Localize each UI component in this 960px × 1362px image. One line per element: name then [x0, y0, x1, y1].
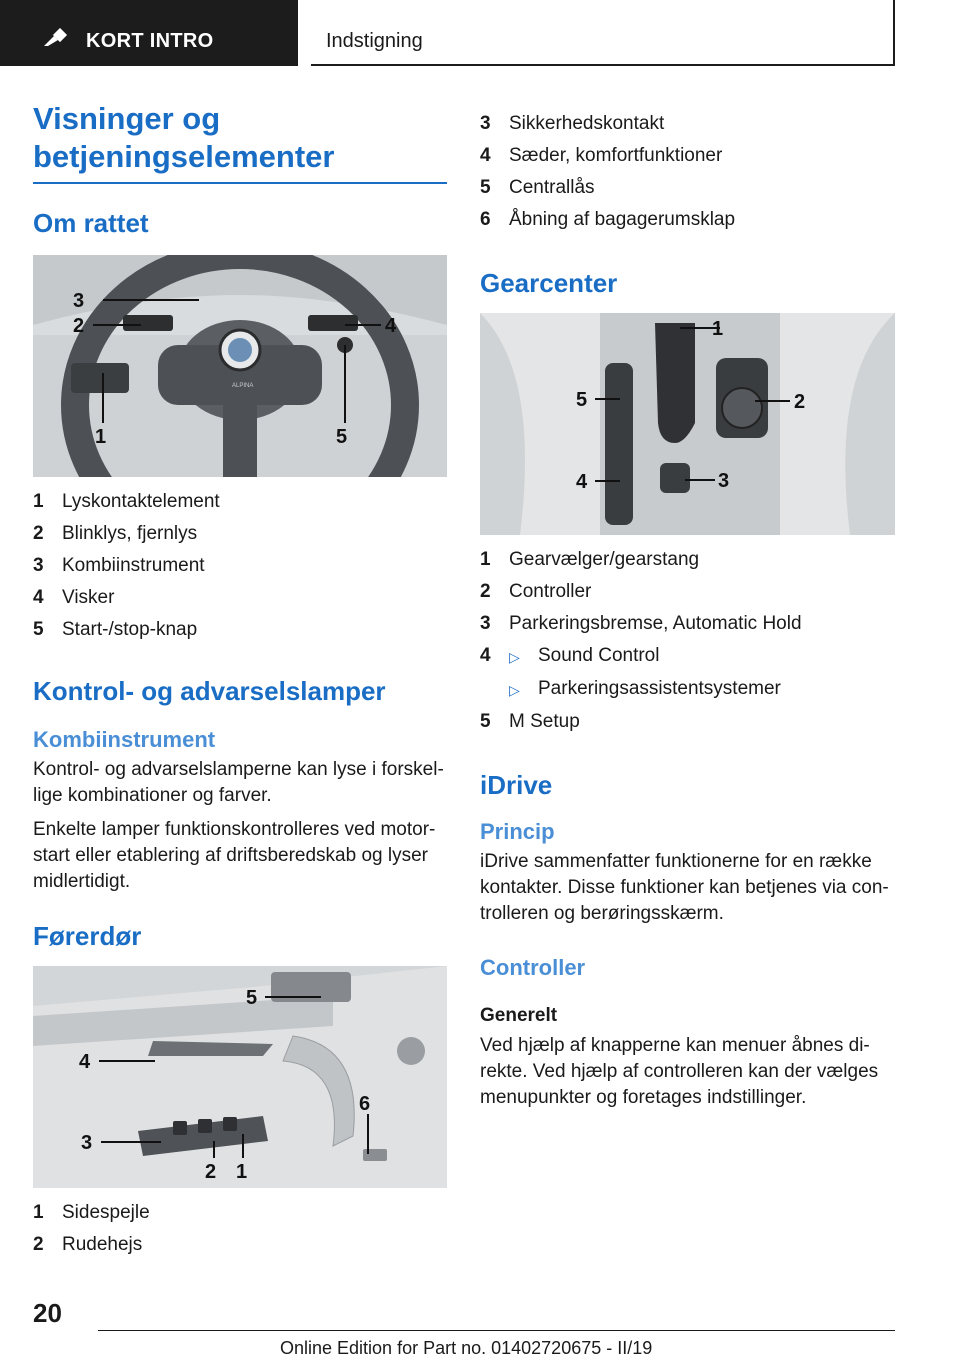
legend-text: Sound Control — [538, 645, 660, 666]
legend-text: Blinklys, fjernlys — [62, 523, 198, 544]
footer-rule — [98, 1330, 895, 1331]
legend-item — [33, 518, 447, 550]
legend-text: Centrallås — [509, 177, 595, 198]
label-generelt: Generelt — [480, 1005, 558, 1026]
legend-number: 5 — [480, 711, 491, 732]
legend-number: 6 — [480, 209, 491, 230]
legend-item — [480, 544, 895, 576]
left-column — [33, 100, 447, 1261]
steering-badge: ALPINA — [232, 383, 254, 389]
door-legend — [33, 1197, 447, 1261]
page-title — [33, 100, 447, 184]
legend-item — [33, 582, 447, 614]
legend-item — [480, 204, 895, 236]
legend-text: Parkeringsbremse, Automatic Hold — [509, 613, 802, 634]
driver-door-figure — [33, 966, 447, 1188]
gear-center-illustration — [480, 313, 895, 535]
legend-item — [480, 640, 895, 673]
footer-edition-text: Online Edition for Part no. 01402720675 - II/19 — [280, 1338, 653, 1358]
gear-legend — [480, 544, 895, 738]
paragraph-lamps-1: Kontrol- og advarselslamperne kan lyse i forskel-lige kombinationer og farver. — [33, 759, 444, 806]
legend-number: 5 — [33, 619, 44, 640]
legend-number — [480, 673, 509, 706]
page-number: 20 — [33, 1298, 62, 1328]
steering-callout-3: 3 — [73, 290, 85, 312]
door-callout-4: 4 — [79, 1051, 91, 1073]
steering-callout-5: 5 — [336, 426, 348, 448]
door-legend-continued — [480, 108, 895, 236]
legend-text: Rudehejs — [62, 1234, 143, 1255]
gear-callout-3: 3 — [718, 470, 730, 492]
legend-text: Kombiinstrument — [62, 555, 205, 576]
legend-text: Åbning af bagagerumsklap — [509, 209, 736, 230]
car-key-icon — [42, 28, 68, 48]
legend-item — [33, 614, 447, 646]
legend-text: Lyskontaktelement — [62, 491, 220, 512]
legend-number: 4 — [33, 587, 44, 608]
bullet-triangle-icon: ▷ — [509, 682, 520, 698]
steering-legend — [33, 486, 447, 646]
page-title-line-2: betjeningselementer — [33, 139, 335, 174]
driver-door-illustration — [33, 966, 447, 1188]
legend-text: Parkeringsassistentsystemer — [538, 678, 781, 699]
section-heading-lamps: Kontrol- og advarselslamper — [33, 676, 386, 706]
legend-item — [480, 673, 895, 706]
legend-item — [33, 550, 447, 582]
door-callout-2: 2 — [205, 1161, 217, 1183]
legend-item — [480, 608, 895, 640]
legend-number: 1 — [33, 1202, 44, 1223]
legend-number: 3 — [480, 113, 491, 134]
legend-text: Sæder, komfortfunktioner — [509, 145, 723, 166]
subheading-princip: Princip — [480, 819, 555, 844]
legend-number: 3 — [480, 613, 491, 634]
legend-item — [480, 140, 895, 172]
door-callout-6: 6 — [359, 1093, 371, 1115]
steering-callout-2: 2 — [73, 315, 85, 337]
legend-text: Controller — [509, 581, 592, 602]
legend-text: Start-/stop-knap — [62, 619, 198, 640]
section-tab-label: Indstigning — [326, 30, 423, 52]
steering-wheel-figure — [33, 255, 447, 477]
section-heading-steering: Om rattet — [33, 208, 149, 238]
paragraph-princip: iDrive sammenfatter funktionerne for en række kontakter. Disse funktioner kan betjenes via con-trolleren og berøringsskærm. — [480, 851, 889, 924]
chapter-tab[interactable] — [0, 0, 298, 66]
paragraph-lamps-2: Enkelte lamper funktionskontrolleres ved motor-start eller etablering af driftsberedskab og lyser midlertidigt. — [33, 819, 436, 892]
legend-item — [480, 576, 895, 608]
legend-number: 1 — [33, 491, 44, 512]
section-heading-door: Førerdør — [33, 921, 142, 951]
legend-text: Gearvælger/gearstang — [509, 549, 700, 570]
page-title-line-1: Visninger og — [33, 101, 221, 136]
gear-callout-4: 4 — [576, 471, 588, 493]
header-divider — [300, 0, 302, 66]
legend-item — [33, 486, 447, 518]
steering-callout-1: 1 — [95, 426, 107, 448]
door-callout-5: 5 — [246, 987, 258, 1009]
legend-item — [33, 1197, 447, 1229]
legend-text: M Setup — [509, 711, 580, 732]
legend-item — [480, 172, 895, 204]
paragraph-generelt: Ved hjælp af knapperne kan menuer åbnes di-rekte. Ved hjælp af controlleren kan der vælges menupunkter og foretages indstillinger. — [480, 1035, 879, 1108]
legend-item — [480, 706, 895, 738]
legend-text: Visker — [62, 587, 115, 608]
gear-callout-1: 1 — [712, 318, 724, 340]
right-column — [480, 100, 895, 1111]
door-callout-1: 1 — [236, 1161, 248, 1183]
legend-number: 2 — [33, 523, 44, 544]
bullet-triangle-icon: ▷ — [509, 649, 520, 665]
door-callout-3: 3 — [81, 1132, 93, 1154]
legend-text: Sikkerhedskontakt — [509, 113, 665, 134]
gear-callout-5: 5 — [576, 389, 588, 411]
legend-number: 2 — [480, 581, 491, 602]
section-heading-gear: Gearcenter — [480, 268, 618, 298]
chapter-tab-label: KORT INTRO — [86, 30, 214, 52]
legend-text: Sidespejle — [62, 1202, 150, 1223]
legend-number: 5 — [480, 177, 491, 198]
legend-number: 4 — [480, 145, 491, 166]
gear-callout-2: 2 — [794, 391, 806, 413]
subheading-controller: Controller — [480, 955, 586, 980]
section-tab[interactable] — [311, 0, 895, 66]
section-heading-idrive: iDrive — [480, 770, 553, 800]
legend-number: 2 — [33, 1234, 44, 1255]
subheading-kombiinstrument: Kombiinstrument — [33, 727, 216, 752]
legend-number: 4 — [480, 645, 491, 666]
gear-center-figure — [480, 313, 895, 535]
legend-item — [480, 108, 895, 140]
legend-number: 3 — [33, 555, 44, 576]
legend-number: 1 — [480, 549, 491, 570]
steering-wheel-illustration — [33, 255, 447, 477]
steering-callout-4: 4 — [385, 315, 397, 337]
legend-item — [33, 1229, 447, 1261]
